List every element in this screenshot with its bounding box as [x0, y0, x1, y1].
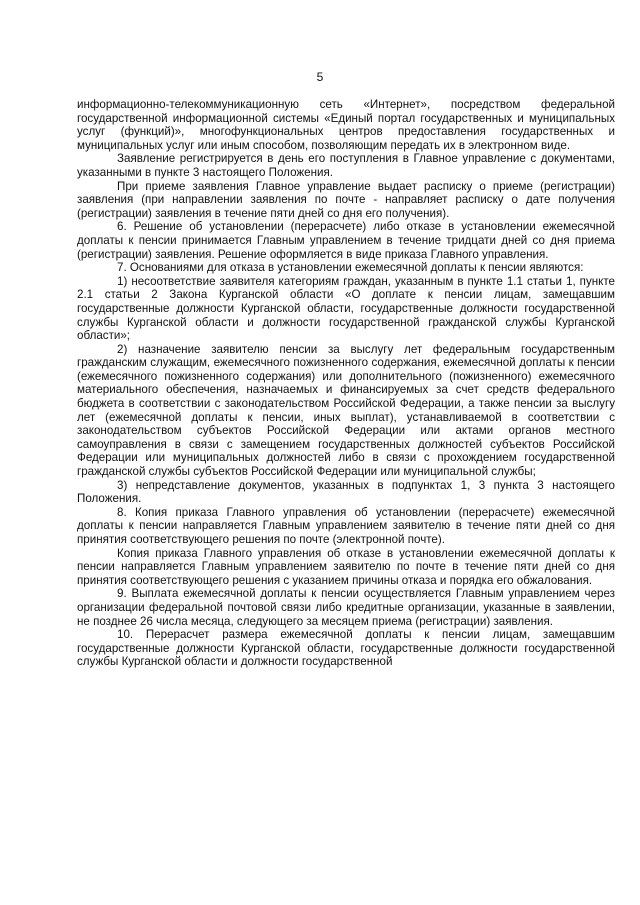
paragraph-item-6: 6. Решение об установлении (перерасчете) либо отказе в установлении ежемесячной доплаты к пенсии принимается Главным управлением в течение тридцати дней со дня приема (регистрации) заявления. Решение оформляется в виде приказа Главного управления.: [77, 220, 615, 261]
page-number: 5: [316, 70, 324, 84]
paragraph-receipt: При приеме заявления Главное управление выдает расписку о приеме (регистрации) заявления (при направлении заявления по почте - направляет расписку о дате получения (регистрации) заявления в течение пяти дней со дня его получения).: [77, 179, 615, 220]
paragraph-continuation: информационно-телекоммуникационную сеть «Интернет», посредством федеральной государственной информационной системы «Единый портал государственных и муниципальных услуг (функций)», многофункциональных центров предоставления государственных и муниципальных услуг или иным способом, позволяющим передать их в электронном виде.: [77, 98, 615, 152]
paragraph-registration: Заявление регистрируется в день его поступления в Главное управление с документами, указанными в пункте 3 настоящего Положения.: [77, 152, 615, 179]
paragraph-item-8: 8. Копия приказа Главного управления об установлении (перерасчете) ежемесячной доплаты к пенсии направляется Главным управлением заявителю в течение пяти дней со дня принятия соответствующего решения по почте (электронной почте).: [77, 505, 615, 546]
paragraph-item-9: 9. Выплата ежемесячной доплаты к пенсии осуществляется Главным управлением через организации федеральной почтовой связи либо кредитные организации, указанные в заявлении, не позднее 26 числа месяца, следующего за месяцем приема (регистрации) заявления.: [77, 587, 615, 628]
paragraph-item-7-1: 1) несоответствие заявителя категориям граждан, указанным в пункте 1.1 статьи 1, пункте 2.1 статьи 2 Закона Курганской области «О доплате к пенсии лицам, замещавшим государственные должности Курганской области, государственные должности государственной службы Курганской области и должности государственной гражданской службы Курганской области»;: [77, 274, 615, 343]
paragraph-item-10: 10. Перерасчет размера ежемесячной доплаты к пенсии лицам, замещавшим государственные должности Курганской области, государственные должности государственной службы Курганской области и должности государственной: [77, 628, 615, 669]
paragraph-item-7: 7. Основаниями для отказа в установлении ежемесячной доплаты к пенсии являются:: [117, 261, 584, 275]
paragraph-item-7-3: 3) непредставление документов, указанных в подпунктах 1, 3 пункта 3 настоящего Положения.: [77, 478, 615, 506]
paragraph-item-7-2: 2) назначение заявителю пенсии за выслугу лет федеральным государственным гражданским служащим, ежемесячного пожизненного содержания, ежемесячной доплаты к пенсии (ежемесячного пожизненного содержания) или дополнительного (пожизненного) ежемесячного материального обеспечения, назначаемых и финансируемых за счет средств федерального бюджета в соответствии с законодательством Российской Федерации, а также пенсии за выслугу лет (ежемесячной доплаты к пенсии, иных выплат), устанавливаемой в соответствии с законодательством субъектов Российской Федерации или актами органов местного самоуправления в связи с замещением государственных должностей субъектов Российской Федерации или муниципальных должностей либо в связи с прохождением государственной гражданской службы субъектов Российской Федерации или муниципальной службы;: [77, 342, 615, 479]
document-body: [77, 98, 615, 669]
paragraph-item-8-refusal: Копия приказа Главного управления об отказе в установлении ежемесячной доплаты к пенсии направляется Главным управлением заявителю по почте в течение пяти дней со дня принятия соответствующего решения с указанием причины отказа и порядка его обжалования.: [77, 546, 615, 587]
